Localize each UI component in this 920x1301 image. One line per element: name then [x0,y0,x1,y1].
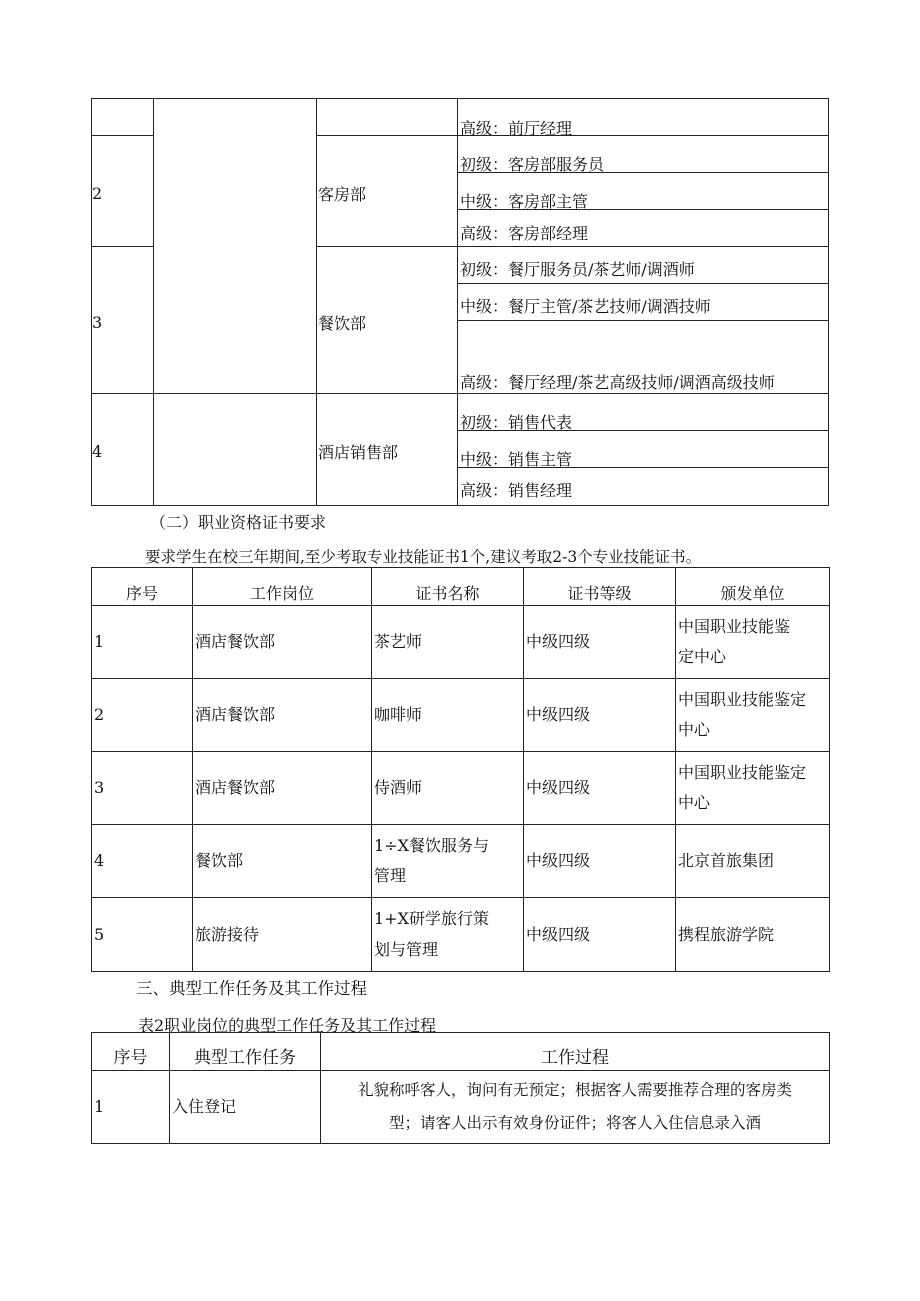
process-cell [321,1071,830,1144]
row-number: 5 [92,898,193,972]
row-number: 2 [92,184,103,203]
cert-line: 划与管理 [374,939,439,959]
process-line: 礼貌称呼客人，询问有无预定；根据客人需要推荐合理的客房类 [357,1081,792,1100]
level-cell: 高级：销售经理 [460,481,573,500]
post-cell: 餐饮部 [193,825,372,898]
certificate-table [91,567,830,972]
cert-line: 1+X研学旅行策 [374,909,489,929]
issuer-line: 中心 [678,793,711,812]
cert-cell [372,898,524,972]
level-cell: 中级四级 [524,752,676,825]
post-cell: 酒店餐饮部 [193,752,372,825]
level-cell: 中级：销售主管 [460,450,573,469]
issuer-line: 中心 [678,720,711,739]
header-cell: 典型工作任务 [170,1033,321,1071]
level-cell: 初级：客房部服务员 [460,155,605,174]
level-cell: 初级：餐厅服务员/茶艺师/调酒师 [460,260,695,279]
level-cell: 中级：餐厅主管/茶艺技师/调酒技师 [460,297,711,316]
row-number: 2 [92,679,193,752]
cert-cell [372,825,524,898]
issuer-line: 携程旅游学院 [678,924,775,944]
job-levels-table [91,98,829,506]
issuer-cell [676,898,830,972]
header-cell: 颁发单位 [676,568,830,606]
level-cell: 高级：客房部经理 [460,224,589,243]
cert-line: 咖啡师 [374,705,423,725]
row-number: 1 [92,1071,170,1144]
cert-line: 管理 [374,866,407,885]
header-cell: 工作岗位 [193,568,372,606]
level-cell: 初级：销售代表 [460,413,573,432]
level-cell: 高级：餐厅经理/茶艺高级技师/调酒高级技师 [460,373,775,392]
header-cell: 证书等级 [524,568,676,606]
cert-line: 1÷X餐饮服务与 [374,835,489,855]
issuer-line: 定中心 [678,647,727,666]
table-row [92,606,830,679]
issuer-cell [676,606,830,679]
row-number: 1 [92,606,193,679]
header-cell: 工作过程 [321,1033,830,1071]
row-number: 3 [92,313,103,332]
section-heading: 三、典型工作任务及其工作过程 [136,979,367,998]
table-row [92,679,830,752]
post-cell: 旅游接待 [193,898,372,972]
intro-paragraph: 要求学生在校三年期间,至少考取专业技能证书1个,建议考取2-3个专业技能证书。 [145,548,702,566]
post-cell: 酒店餐饮部 [193,606,372,679]
table-row [92,1071,830,1144]
work-task-table [91,1032,830,1144]
task-cell: 入住登记 [170,1071,321,1144]
section-heading: （二）职业资格证书要求 [150,513,327,532]
row-number: 3 [92,752,193,825]
header-cell: 序号 [92,1033,170,1071]
level-cell: 中级四级 [524,679,676,752]
dept-cell: 客房部 [318,185,367,204]
cert-cell [372,679,524,752]
header-cell: 证书名称 [372,568,524,606]
table-caption: 表2职业岗位的典型工作任务及其工作过程 [138,1016,437,1035]
issuer-cell [676,752,830,825]
level-cell: 中级：客房部主管 [460,192,589,211]
cert-line: 侍酒师 [374,778,423,798]
issuer-line: 北京首旅集团 [678,851,775,871]
header-cell: 序号 [92,568,193,606]
cert-cell [372,752,524,825]
level-cell: 高级：前厅经理 [460,119,573,138]
issuer-cell [676,825,830,898]
post-cell: 酒店餐饮部 [193,679,372,752]
issuer-line: 中国职业技能鉴 [678,616,791,636]
row-number: 4 [92,442,103,461]
dept-cell: 酒店销售部 [318,443,399,462]
table-row [92,825,830,898]
dept-cell: 餐饮部 [318,314,367,333]
row-number: 4 [92,825,193,898]
cert-line: 茶艺师 [374,632,423,652]
level-cell: 中级四级 [524,898,676,972]
level-cell: 中级四级 [524,825,676,898]
cert-cell [372,606,524,679]
level-cell: 中级四级 [524,606,676,679]
issuer-line: 中国职业技能鉴定 [678,762,807,782]
issuer-cell [676,679,830,752]
table-row [92,752,830,825]
process-line: 型；请客人出示有效身份证件；将客人入住信息录入酒 [388,1114,761,1132]
table-row [92,898,830,972]
issuer-line: 中国职业技能鉴定 [678,689,807,709]
